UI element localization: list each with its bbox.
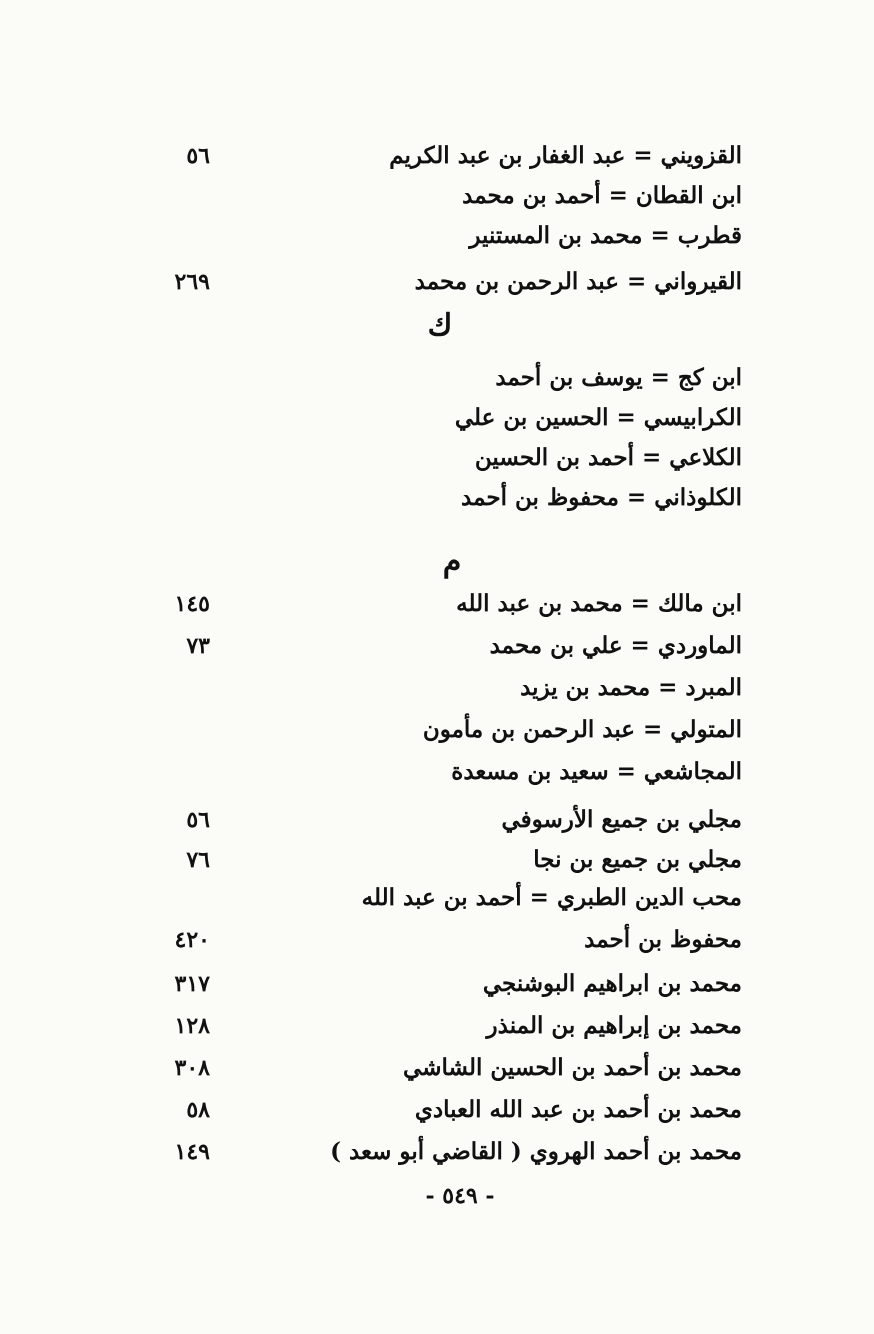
entry-name: المبرد = محمد بن يزيد: [520, 674, 742, 701]
index-entry: [0, 1132, 874, 1172]
entry-name: محمد بن أحمد بن عبد الله العبادي: [414, 1096, 742, 1123]
entry-name: مجلي بن جميع الأرسوفي: [501, 806, 742, 833]
index-entry: [0, 584, 874, 624]
index-entry: [0, 920, 874, 960]
entry-name: القيرواني = عبد الرحمن بن محمد: [414, 268, 742, 295]
entry-name: الكلاعي = أحمد بن الحسين: [474, 444, 742, 471]
entry-page-number: ١٤٥: [174, 591, 210, 617]
entry-page-number: ٧٦: [186, 847, 210, 873]
entry-page-number: ٧٣: [186, 633, 210, 659]
index-entry: [0, 1090, 874, 1130]
index-entry: [0, 262, 874, 302]
entry-name: المجاشعي = سعيد بن مسعدة: [451, 758, 742, 785]
index-entry: [0, 800, 874, 840]
entry-page-number: ٥٦: [186, 807, 210, 833]
index-entry: [0, 358, 874, 398]
entry-name: ابن كج = يوسف بن أحمد: [495, 364, 742, 391]
entry-name: ابن القطان = أحمد بن محمد: [462, 182, 742, 209]
index-entry: [0, 398, 874, 438]
entry-page-number: ٣١٧: [174, 971, 210, 997]
index-entry: [0, 478, 874, 518]
section-letter-heading: م: [442, 544, 462, 579]
entry-page-number: ١٢٨: [174, 1013, 210, 1039]
index-entry: [0, 668, 874, 708]
entry-name: قطرب = محمد بن المستنير: [469, 222, 742, 249]
index-entry: [0, 626, 874, 666]
section-letter-heading: ك: [427, 308, 453, 343]
entry-name: محمد بن أحمد الهروي ( القاضي أبو سعد ): [330, 1138, 742, 1165]
entry-name: محفوظ بن أحمد: [584, 926, 742, 953]
entry-name: محب الدين الطبري = أحمد بن عبد الله: [361, 884, 742, 911]
index-entry: [0, 176, 874, 216]
index-entry: [0, 136, 874, 176]
page-number: - ٥٤٩ -: [425, 1183, 495, 1209]
entry-name: محمد بن أحمد بن الحسين الشاشي: [403, 1054, 742, 1081]
index-entry: [0, 438, 874, 478]
entry-name: القزويني = عبد الغفار بن عبد الكريم: [389, 142, 742, 169]
entry-page-number: ١٤٩: [174, 1139, 210, 1165]
entry-name: محمد بن ابراهيم البوشنجي: [482, 970, 742, 997]
entry-name: الماوردي = علي بن محمد: [489, 632, 742, 659]
index-entry: [0, 752, 874, 792]
index-entry: [0, 964, 874, 1004]
index-entry: [0, 840, 874, 880]
entry-name: المتولي = عبد الرحمن بن مأمون: [422, 716, 742, 743]
entry-name: مجلي بن جميع بن نجا: [533, 846, 742, 873]
entry-name: ابن مالك = محمد بن عبد الله: [456, 590, 742, 617]
entry-name: الكلوذاني = محفوظ بن أحمد: [461, 484, 742, 511]
entry-page-number: ٥٦: [186, 143, 210, 169]
entry-page-number: ٤٢٠: [174, 927, 210, 953]
index-entry: [0, 216, 874, 256]
entry-page-number: ٢٦٩: [174, 269, 210, 295]
entry-name: محمد بن إبراهيم بن المنذر: [486, 1012, 742, 1039]
entry-page-number: ٥٨: [186, 1097, 210, 1123]
entry-page-number: ٣٠٨: [174, 1055, 210, 1081]
index-entry: [0, 710, 874, 750]
index-entry: [0, 1006, 874, 1046]
entry-name: الكرابيسي = الحسين بن علي: [454, 404, 742, 431]
index-entry: [0, 1048, 874, 1088]
index-entry: [0, 878, 874, 918]
